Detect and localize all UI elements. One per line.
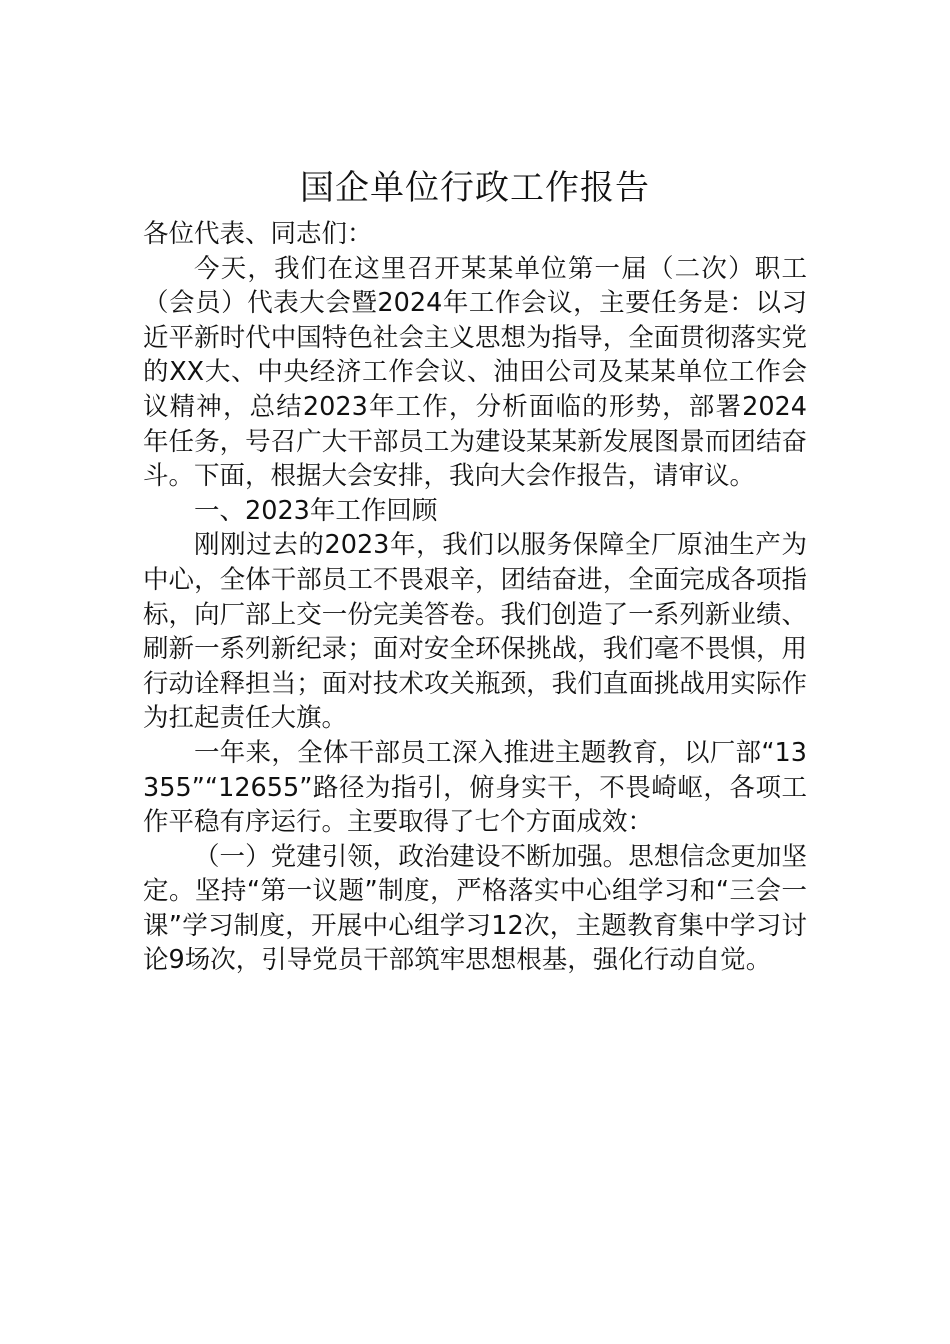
opening-paragraph: 今天，我们在这里召开某某单位第一届（二次）职工（会员）代表大会暨2024年工作会议，主要任务是：以习近平新时代中国特色社会主义思想为指导，全面贯彻落实党的XX大、中央经济工作会议、油田公司及某某单位工作会议精神，总结2023年工作，分析面临的形势，部署2024年任务，号召广大干部员工为建设某某新发展图景而团结奋斗。下面，根据大会安排，我向大会作报告，请审议。 <box>143 253 807 492</box>
review-paragraph: 刚刚过去的2023年，我们以服务保障全厂原油生产为中心，全体干部员工不畏艰辛，团结奋进，全面完成各项指标，向厂部上交一份完美答卷。我们创造了一系列新业绩、刷新一系列新纪录；面对安全环保挑战，我们毫不畏惧，用行动诠释担当；面对技术攻关瓶颈，我们直面挑战用实际作为扛起责任大旗。 <box>143 530 807 734</box>
party-building-paragraph: （一）党建引领，政治建设不断加强。思想信念更加坚定。坚持“第一议题”制度，严格落实中心组学习和“三会一课”学习制度，开展中心组学习12次，主题教育集中学习讨论9场次，引导党员干部筑牢思想根基，强化行动自觉。 <box>143 841 807 976</box>
section-heading: 一、2023年工作回顾 <box>194 495 438 526</box>
document-title: 国企单位行政工作报告 <box>300 168 650 208</box>
salutation: 各位代表、同志们： <box>143 219 373 249</box>
document-body <box>143 164 807 978</box>
achievements-intro-paragraph: 一年来，全体干部员工深入推进主题教育，以厂部“13355”“12655”路径为指引，俯身实干，不畏崎岖，各项工作平稳有序运行。主要取得了七个方面成效： <box>143 737 807 838</box>
